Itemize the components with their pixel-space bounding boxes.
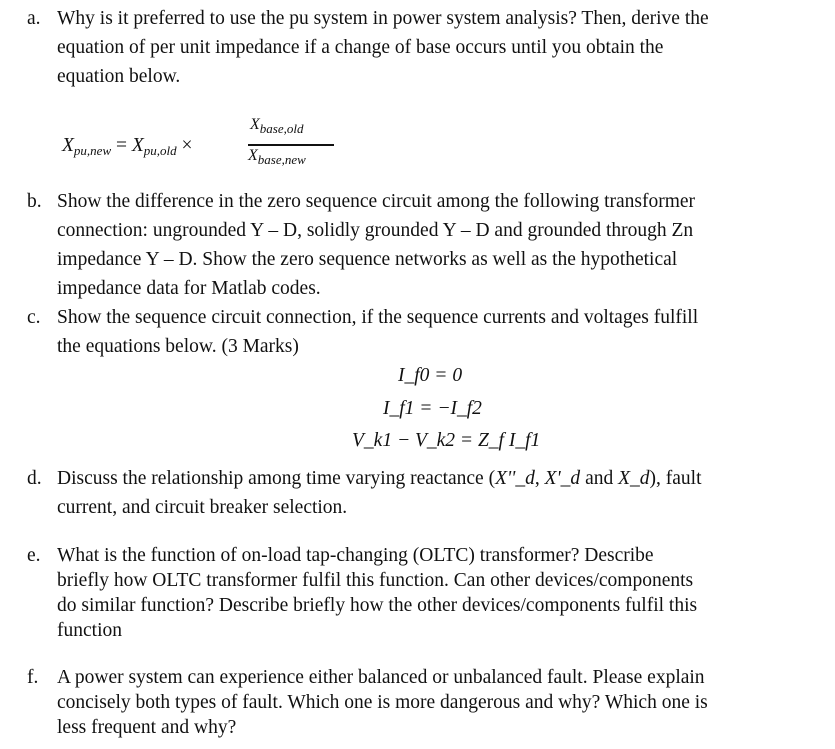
per-unit-equation	[62, 135, 193, 157]
question-marker: c.	[27, 307, 41, 328]
question-text-line: concisely both types of fault. Which one is more dangerous and why? Which one is	[57, 692, 708, 713]
equation-numerator	[250, 116, 303, 134]
question-text-line: impedance Y – D. Show the zero sequence networks as well as the hypothetical	[57, 249, 678, 270]
equation-symbol: X	[250, 116, 260, 133]
question-text-line	[57, 468, 702, 490]
sequence-equation-1: I_f0 = 0	[398, 365, 463, 386]
reactance-subtransient: X''_d	[495, 468, 535, 489]
question-text-line: A power system can experience either balanced or unbalanced fault. Please explain	[57, 667, 705, 688]
equation-subscript: base,old	[259, 121, 304, 136]
equation-subscript: pu,new	[73, 143, 112, 158]
question-text-line: less frequent and why?	[57, 717, 237, 738]
question-text-line: connection: ungrounded Y – D, solidly grounded Y – D and grounded through Zn	[57, 220, 694, 241]
equation-times: ×	[181, 135, 193, 156]
equation-symbol: X	[131, 135, 144, 156]
question-text-line: the equations below. (3 Marks)	[57, 336, 299, 357]
question-text-line: current, and circuit breaker selection.	[57, 497, 348, 518]
question-text-line: Show the difference in the zero sequence circuit among the following transformer	[57, 191, 696, 212]
question-marker: a.	[27, 8, 41, 29]
sequence-equation-3: V_k1 − V_k2 = Z_f I_f1	[352, 430, 541, 451]
equation-subscript: pu,old	[143, 143, 177, 158]
question-text-line: What is the function of on-load tap-changing (OLTC) transformer? Describe	[57, 545, 654, 566]
equation-symbol: X	[248, 147, 258, 164]
reactance-synchronous: X_d	[618, 468, 650, 489]
separator: ,	[534, 468, 545, 489]
fraction-bar	[248, 144, 334, 146]
question-text-line: Show the sequence circuit connection, if the sequence currents and voltages fulfill	[57, 307, 699, 328]
question-text: Discuss the relationship among time varying reactance (	[57, 468, 496, 489]
question-marker: f.	[27, 667, 39, 688]
question-marker: e.	[27, 545, 41, 566]
question-text: ), fault	[649, 468, 702, 489]
question-text-line: equation below.	[57, 66, 181, 87]
question-text-line: do similar function? Describe briefly how the other devices/components fulfil this	[57, 595, 698, 616]
question-text-line: equation of per unit impedance if a change of base occurs until you obtain the	[57, 37, 664, 58]
sequence-equation-2: I_f1 = −I_f2	[383, 398, 482, 419]
question-text-line: function	[57, 620, 122, 641]
equation-equals: =	[116, 135, 127, 156]
conjunction: and	[580, 468, 619, 489]
question-text-line: impedance data for Matlab codes.	[57, 278, 321, 299]
equation-subscript: base,new	[257, 152, 306, 167]
question-text-line: Why is it preferred to use the pu system in power system analysis? Then, derive the	[57, 8, 709, 29]
equation-denominator	[248, 147, 306, 165]
question-marker: d.	[27, 468, 42, 489]
reactance-transient: X'_d	[544, 468, 581, 489]
question-marker: b.	[27, 191, 42, 212]
equation-symbol: X	[62, 135, 74, 156]
question-text-line: briefly how OLTC transformer fulfil this function. Can other devices/components	[57, 570, 694, 591]
